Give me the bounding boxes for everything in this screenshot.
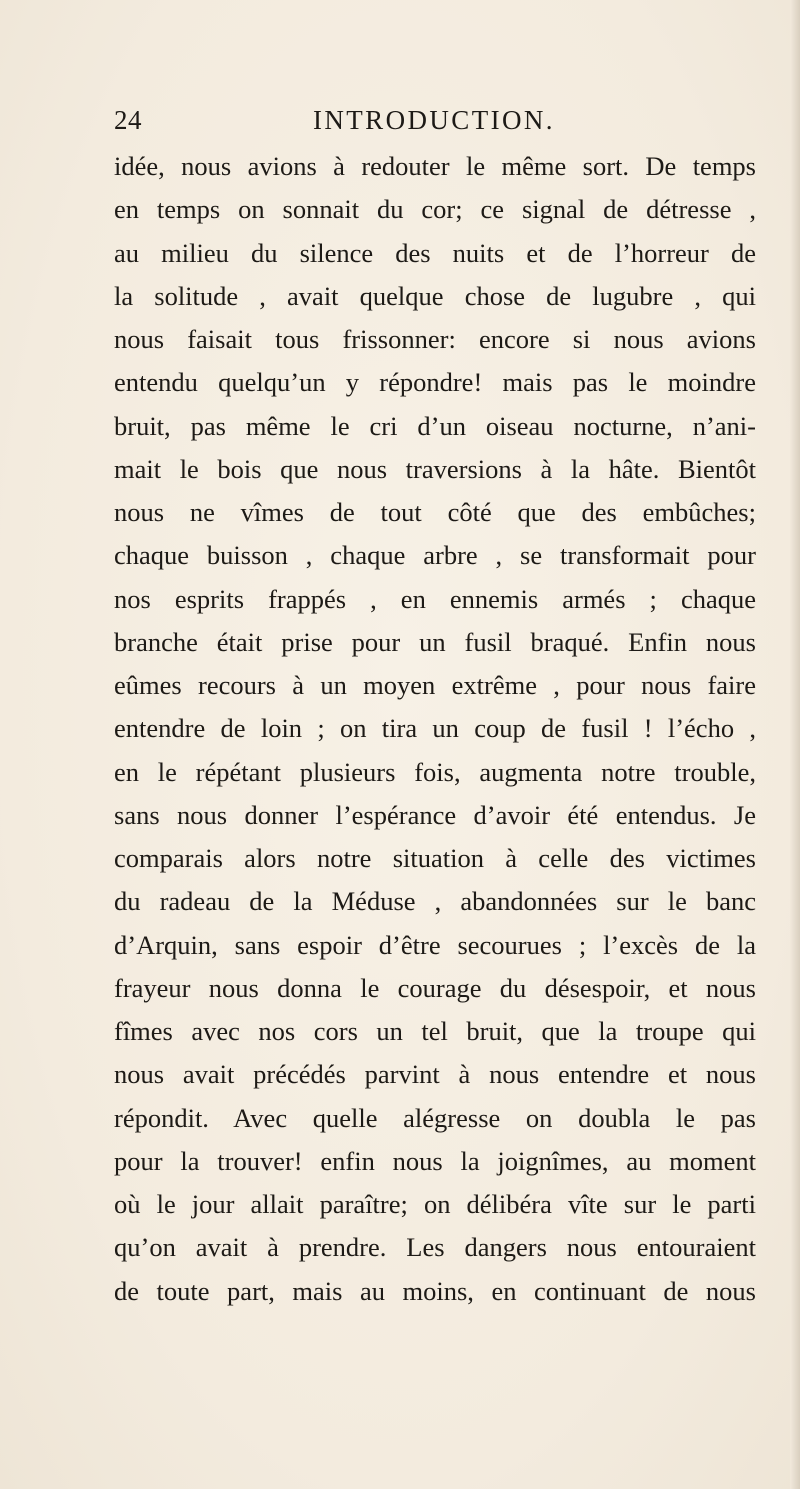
text-line: comparais alors notre situation à celle des victimes [114, 843, 756, 873]
text-line: mait le bois que nous traversions à la hâte. Bientôt [114, 453, 756, 484]
text-line: fîmes avec nos cors un tel bruit, que la troupe qui [114, 1016, 756, 1046]
body-text [114, 145, 756, 1313]
text-line: nous faisait tous frissonner: encore si nous avions [114, 324, 756, 354]
page-number: 24 [114, 105, 142, 135]
page-header [114, 105, 754, 145]
text-line: entendu quelqu’un y répondre! mais pas le moindre [114, 367, 756, 398]
text-line: en temps on sonnait du cor; ce signal de détresse , [114, 194, 756, 225]
running-head: INTRODUCTION. [313, 105, 555, 135]
text-line: en le répétant plusieurs fois, augmenta notre trouble, [114, 756, 756, 787]
text-line: qu’on avait à prendre. Les dangers nous entouraient [114, 1232, 756, 1263]
text-line: chaque buisson , chaque arbre , se transformait pour [114, 540, 756, 571]
text-line: où le jour allait paraître; on délibéra vîte sur le parti [114, 1189, 756, 1219]
text-line: sans nous donner l’espérance d’avoir été entendus. Je [114, 799, 756, 830]
text-line: frayeur nous donna le courage du désespoir, et nous [114, 972, 756, 1003]
text-line: de toute part, mais au moins, en continuant de nous [114, 1275, 756, 1306]
text-line: nous ne vîmes de tout côté que des embûches; [114, 497, 756, 527]
text-line: d’Arquin, sans espoir d’être secourues ; l’excès de la [114, 929, 756, 960]
text-line: bruit, pas même le cri d’un oiseau nocturne, n’ani- [114, 410, 756, 441]
text-line: nous avait précédés parvint à nous entendre et nous [114, 1059, 756, 1090]
text-line: du radeau de la Méduse , abandonnées sur le banc [114, 886, 756, 917]
text-line: la solitude , avait quelque chose de lugubre , qui [114, 280, 756, 311]
text-line: entendre de loin ; on tira un coup de fusil ! l’écho , [114, 713, 756, 744]
text-line: répondit. Avec quelle alégresse on doubla le pas [114, 1102, 756, 1133]
text-line: au milieu du silence des nuits et de l’horreur de [114, 237, 756, 268]
text-line: pour la trouver! enfin nous la joignîmes, au moment [114, 1145, 756, 1176]
text-line: eûmes recours à un moyen extrême , pour nous faire [114, 670, 756, 700]
text-line: branche était prise pour un fusil braqué. Enfin nous [114, 626, 756, 657]
text-line: nos esprits frappés , en ennemis armés ; chaque [114, 583, 756, 614]
text-line: idée, nous avions à redouter le même sort. De temps [114, 151, 756, 181]
page-edge-shadow [790, 0, 800, 1489]
